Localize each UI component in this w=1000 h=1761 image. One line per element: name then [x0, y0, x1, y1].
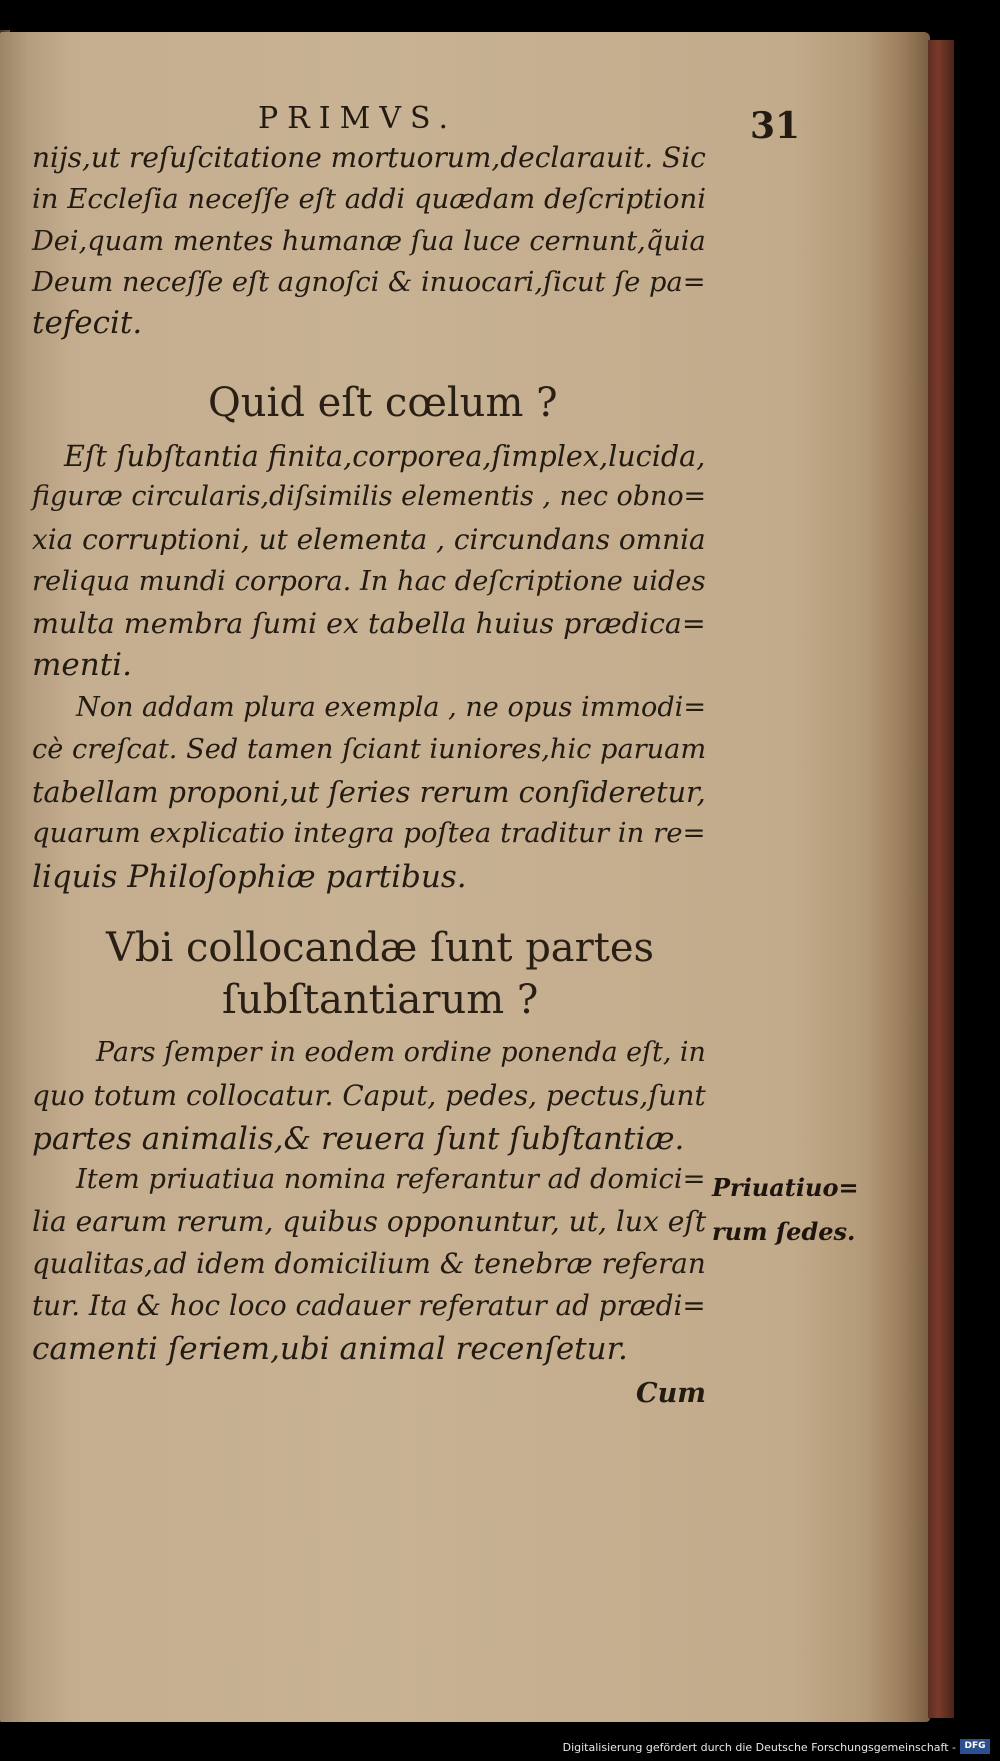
text-line: qualitas,ad idem domicilium & tenebræ referan: [32, 1247, 706, 1280]
text-line: partes animalis,& reuera ſunt ſubſtantiæ.: [32, 1121, 685, 1157]
text-line: quarum explicatio integra poſtea traditur in re=: [32, 817, 706, 849]
page-number: 31: [750, 105, 801, 147]
marginal-note-line: Priuatiuo=: [712, 1173, 859, 1202]
text-line: tur. Ita & hoc loco cadauer referatur ad prædi=: [32, 1289, 706, 1322]
dfg-logo: DFG: [960, 1739, 990, 1754]
text-line: cè creſcat. Sed tamen ſciant iuniores,hic paruam: [32, 734, 707, 765]
text-line: Item priuatiua nomina referantur ad domici=: [76, 1164, 706, 1195]
text-line: menti.: [32, 647, 132, 683]
text-line: xia corruptioni, ut elementa , circundans omnia: [32, 523, 706, 556]
text-line: Pars ſemper in eodem ordine ponenda eſt, in: [96, 1037, 706, 1068]
text-line: liquis Philoſophiæ partibus.: [32, 859, 467, 895]
text-line: nijs,ut reſuſcitatione mortuorum,declarauit. Sic: [32, 141, 706, 174]
marginal-note-line: rum ſedes.: [712, 1217, 856, 1246]
text-line: tefecit.: [32, 305, 143, 341]
text-line: in Eccleſia neceſſe eſt addi quædam deſcriptioni: [32, 183, 706, 215]
text-line: Deum neceſſe eſt agnoſci & inuocari,ſicut ſe pa=: [32, 267, 706, 298]
text-line: lia earum rerum, quibus opponuntur, ut, lux eſt: [32, 1205, 707, 1238]
section-heading: Vbi collocandæ ſunt partes: [106, 925, 655, 971]
text-line: Eſt ſubſtantia finita,corporea,ſimplex,lucida,: [64, 439, 706, 473]
running-head: PRIMVS.: [258, 101, 458, 136]
text-line: multa membra ſumi ex tabella huius prædica=: [32, 607, 706, 640]
text-line: Dei,quam mentes humanæ ſua luce cernunt,q̃uia: [32, 226, 706, 257]
text-line: figuræ circularis,diſsimilis elementis , nec obno=: [32, 481, 707, 512]
text-line: camenti ſeriem,ubi animal recenſetur.: [32, 1331, 628, 1367]
section-heading: Quid eſt cœlum ?: [208, 380, 558, 426]
section-heading: ſubſtantiarum ?: [222, 977, 539, 1023]
text-line: Non addam plura exempla , ne opus immodi=: [76, 692, 707, 723]
book-fore-edge: [928, 40, 954, 1718]
catchword: Cum: [636, 1378, 707, 1409]
digitization-credit: Digitalisierung gefördert durch die Deutsche Forschungsgemeinschaft -: [562, 1741, 956, 1754]
text-line: tabellam proponi,ut ſeries rerum conſideretur,: [32, 775, 706, 809]
text-line: quo totum collocatur. Caput, pedes, pectus,ſunt: [32, 1079, 706, 1112]
text-line: reliqua mundi corpora. In hac deſcriptione uides: [32, 566, 706, 597]
